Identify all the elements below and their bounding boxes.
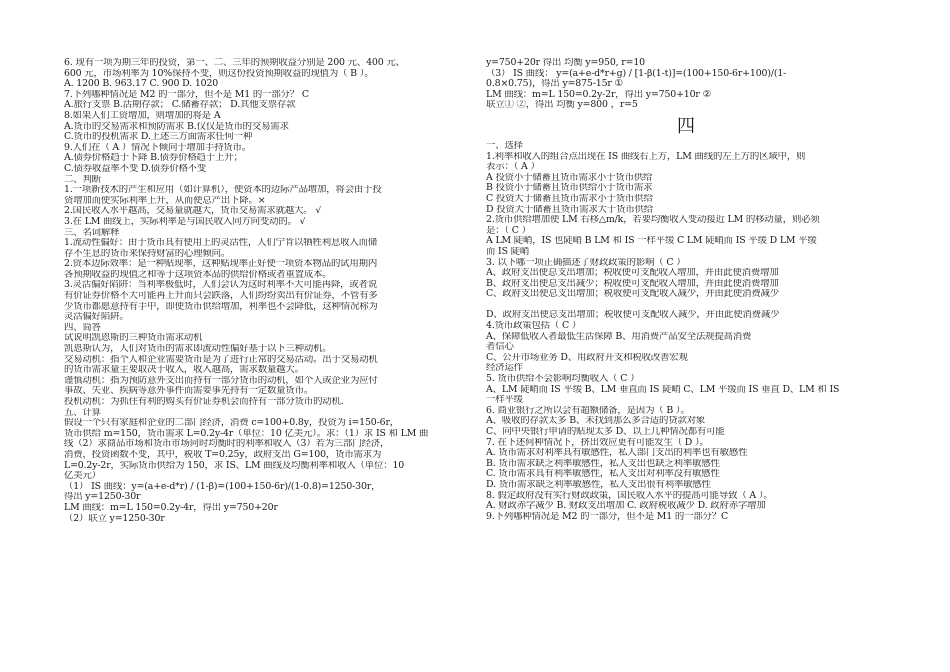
text-line: 投机动机：为抓住有利的购买有价证券机会而持有一部分货币的动机. (64, 397, 344, 407)
text-line: 3.在 LM 曲线上，实际利率是与国民收入同方向变动的。 √ (64, 216, 306, 227)
text-line: 五、计算 (64, 407, 101, 418)
question-line: D. 货币需求缺乏利率敏感性，私人支出很有利率敏感性 (486, 479, 711, 490)
text-line: 6. 现有一项为期三年的投资，第一、二、三年的预期收益分别是 200 元、400 元、 (64, 58, 405, 68)
question-line: 8. 假定政府没有实行财政政策，国民收入水平的提高可能导致（ A ）。 (486, 490, 773, 501)
question-line: D、政府支出使总支出增加；税收使可支配收入减少，并由此使消费减少 (486, 310, 780, 321)
text-line: 线（2）求商品市场和货币市场同时均衡时的利率和收入（3）若为三部门经济， (64, 439, 390, 450)
text-line: 2.国民收入水平越高，交易量就越大，货币交易需求就越大。 √ (64, 206, 322, 217)
text-line: 货币供给 m=150，货币需求 L=0.2y-4r（单位：10 亿美元）。求：（1）求 IS 和 LM 曲 (64, 428, 429, 439)
text-line: A.旅行支票 B.活期存款； C.储蓄存款； D.其他支票存款 (64, 100, 296, 111)
question-line: A、政府支出使总支出增加；税收使可支配收入增加，并由此使消费增加 (486, 268, 779, 279)
question-line: B 投资小于储蓄且货币供给小于货币需求 (486, 183, 653, 194)
text-line: 8.如果人们工资增加，则增加的将是 A (64, 110, 221, 121)
text-line: 1.一项新技术的产生和应用（如计算机），使资本的边际产品增加，将会由于投 (64, 185, 382, 196)
multiple-choice-section (486, 141, 886, 522)
text-line: （2）联立 y=1250-30r (64, 513, 165, 524)
text-line: A.债券价格趋于下降 B.债券价格趋于上升； (64, 153, 243, 164)
calc-line: 0.8×0.75)，得出 y=875-15r ① (486, 79, 623, 90)
text-line: 三、名词解释 (64, 227, 120, 238)
question-line: 经济运作 (486, 363, 523, 374)
question-line: C、公开市场业务 D、用政府开支和税收改善宏观 (486, 352, 688, 363)
question-line: 者信心 (486, 342, 514, 353)
text-line: （1） IS 曲线：y=(a+e-d*r) / (1-β)=(100+150-6r)/(1-0.8)=1250-30r， (64, 481, 381, 492)
text-line: C.货币的投机需求 D.上述三方面需求任何一种 (64, 132, 253, 143)
question-line: A 投资小于储蓄且货币需求小于货币供给 (486, 172, 653, 183)
calc-line: y=750+20r 得出 均衡 y=950, r=10 (486, 58, 645, 68)
question-line: A、吸收的存款太多 B、未找到那么多合适的贷款对象 (486, 416, 706, 427)
question-line: 表示：（ A ） (486, 162, 540, 173)
text-line: LM 曲线：m=L 150=0.2y-4r，得出 y=750+20r (64, 502, 278, 513)
text-line: 假设一个只有家庭和企业的二部门经济，消费 c=100+0.8y，投资为 i=150-6r， (64, 418, 400, 429)
question-line: A. 财政赤字减少 B. 财政支出增加 C. 政府税收减少 D. 政府赤字增加 (486, 501, 766, 512)
text-line: 各预期收益的现值之和等于这项资本品的供给价格或者重置成本。 (64, 269, 332, 280)
question-line: A、保障低收入者最低生活保障 B、用消费产品安全法规提高消费 (486, 331, 752, 342)
text-line: 交易动机：指个人和企业需要货币是为了进行正常的交易活动。出于交易动机 (64, 354, 378, 365)
text-line: 二、判断 (64, 174, 101, 185)
question-line: 1.利率和收入的组合点出现在 IS 曲线右上方，LM 曲线的左上方的区域中，则 (486, 151, 806, 162)
text-line: L=0.2y-2r，实际货币供给为 150，求 IS、LM 曲线及均衡利率和收入（单位：10 (64, 460, 405, 471)
calc-line: 联立① ②，得出 均衡 y=800 ，r=5 (486, 100, 638, 111)
text-line: 3.灵活偏好陷阱：当利率极低时，人们会认为这时利率不大可能再降，或者说 (64, 280, 378, 291)
text-line: 7.下列哪种情况是 M2 的一部分，但不是 M1 的一部分？ C (64, 89, 309, 100)
text-line: 少货币都愿意持有手中，即使货币供给增加，利率也不会降低，这种情况称为 (64, 301, 378, 312)
text-line: 凯恩斯认为，人们对货币的需求即流动性偏好基于以下三种动机。 (64, 344, 332, 355)
text-line: 有价证券价格不大可能再上升而只会跌落，人们纷纷卖出有价证券，不管有多 (64, 291, 378, 302)
calc-line: （3） IS 曲线： y=(a+e-d*r+g) / [1-β(1-t)]=(100+150-6r+100)/(1- (486, 68, 787, 79)
left-column (64, 58, 476, 524)
text-line: 的货币需求量主要取决于收入，收入越高，需求数量越大。 (64, 365, 304, 376)
text-line: 亿美元） (64, 471, 101, 482)
question-line: 4.货币政策包括（ C ） (486, 321, 582, 332)
question-line: 一、选择 (486, 140, 523, 151)
question-line (486, 300, 886, 311)
text-line: 1.流动性偏好：由于货币具有使用上的灵活性，人们宁肯以牺牲利息收入而储 (64, 238, 378, 249)
question-line: 3. 以下哪一项正确描述了财政政策的影响（ C ） (486, 257, 686, 268)
text-line: 四、简答 (64, 322, 101, 333)
text-line: 得出 y=1250-30r (64, 492, 141, 503)
question-line: C. 货币需求具有利率敏感性，私人支出对利率没有敏感性 (486, 469, 720, 480)
question-line: B、政府支出使总支出减少；税收使可支配收入增加，并由此使消费增加 (486, 278, 779, 289)
text-line: 2.资本边际效率：是一种贴现率，这种贴现率正好使一项资本物品的试用期内 (64, 259, 378, 270)
question-line: 7. 在下述何种情况下，挤出效应更有可能发生（ D ）。 (486, 437, 709, 448)
text-line: A.货币的交易需求和预防需求 B.仅仅是货币的交易需求 (64, 121, 289, 132)
text-line: 试说明凯恩斯的三种货币需求动机 (64, 333, 203, 344)
right-column (486, 58, 886, 522)
question-line: 9.下列哪种情况是 M2 的一部分，但不是 M1 的一部分？C (486, 511, 729, 522)
text-line: 存不生息的货币来保持财富的心理倾向。 (64, 248, 231, 259)
question-line: 而 IS 陡峭 (486, 246, 530, 257)
text-line: 消费，投资函数不变，其中，税收 T=0.25y，政府支出 G=100，货币需求为 (64, 449, 382, 460)
question-line: 2.货币供给增加使 LM 右移△m/k，若要均衡收入变动接近 LM 的移动量，则必须 (486, 215, 820, 226)
question-line: 一样平缓 (486, 395, 523, 406)
question-line: A. 货币需求对利率具有敏感性，私人部门支出的利率也有敏感性 (486, 448, 748, 459)
question-line: C、政府支出使总支出增加；税收使可支配收入减少，并由此使消费减少 (486, 289, 780, 300)
question-line: D 投资大于储蓄且货币需求大于货币供给 (486, 204, 654, 215)
question-line: 是：（ C ） (486, 225, 531, 236)
text-line: 9.人们在（ A ）情况下倾向于增加手持货币。 (64, 142, 251, 153)
question-line: 6. 商业银行之所以会有超额储备，是因为（ B ）。 (486, 405, 690, 416)
text-line: 资增加而使实际利率上升，从而使总产出下降。× (64, 195, 266, 206)
text-line: C.债券收益率不变 D.债券价格不变 (64, 163, 207, 174)
question-line: A LM 陡峭，IS 也陡峭 B LM 和 IS 一样平缓 C LM 陡峭而 IS 平缓 D LM 平缓 (486, 236, 817, 247)
question-line: 5. 货币供给不会影响均衡收入（ C ） (486, 374, 640, 385)
question-line: A、LM 陡峭而 IS 平缓 B、LM 垂直而 IS 陡峭 C、LM 平缓而 IS 垂直 D、LM 和 IS (486, 384, 840, 395)
text-line: A. 1200 B. 963.17 C. 900 D. 1020 (64, 79, 219, 90)
calc-continuation (486, 58, 886, 111)
question-line: B. 货币需求缺乏利率敏感性，私人支出也缺乏利率敏感性 (486, 458, 720, 469)
section-numeral: 四 (677, 115, 695, 137)
text-line: 600 元，市场利率为 10%保持不变，则这份投资预期收益的现值为（ B ）。 (64, 68, 374, 79)
text-line: 事故、失业、疾病等意外事件而需要事先持有一定数量货币。 (64, 386, 314, 397)
question-line: C、向中央银行申请的贴现太多 D、以上几种情况都有可能 (486, 427, 725, 437)
text-line: 谨慎动机：指为预防意外支出而持有一部分货币的动机，如个人或企业为应付 (64, 375, 378, 386)
calc-line: LM 曲线：m=L 150=0.2y-2r，得出 y=750+10r ② (486, 89, 711, 100)
text-line: 灵活偏好陷阱。 (64, 312, 129, 323)
question-line: C 投资大于储蓄且货币需求小于货币供给 (486, 193, 653, 204)
